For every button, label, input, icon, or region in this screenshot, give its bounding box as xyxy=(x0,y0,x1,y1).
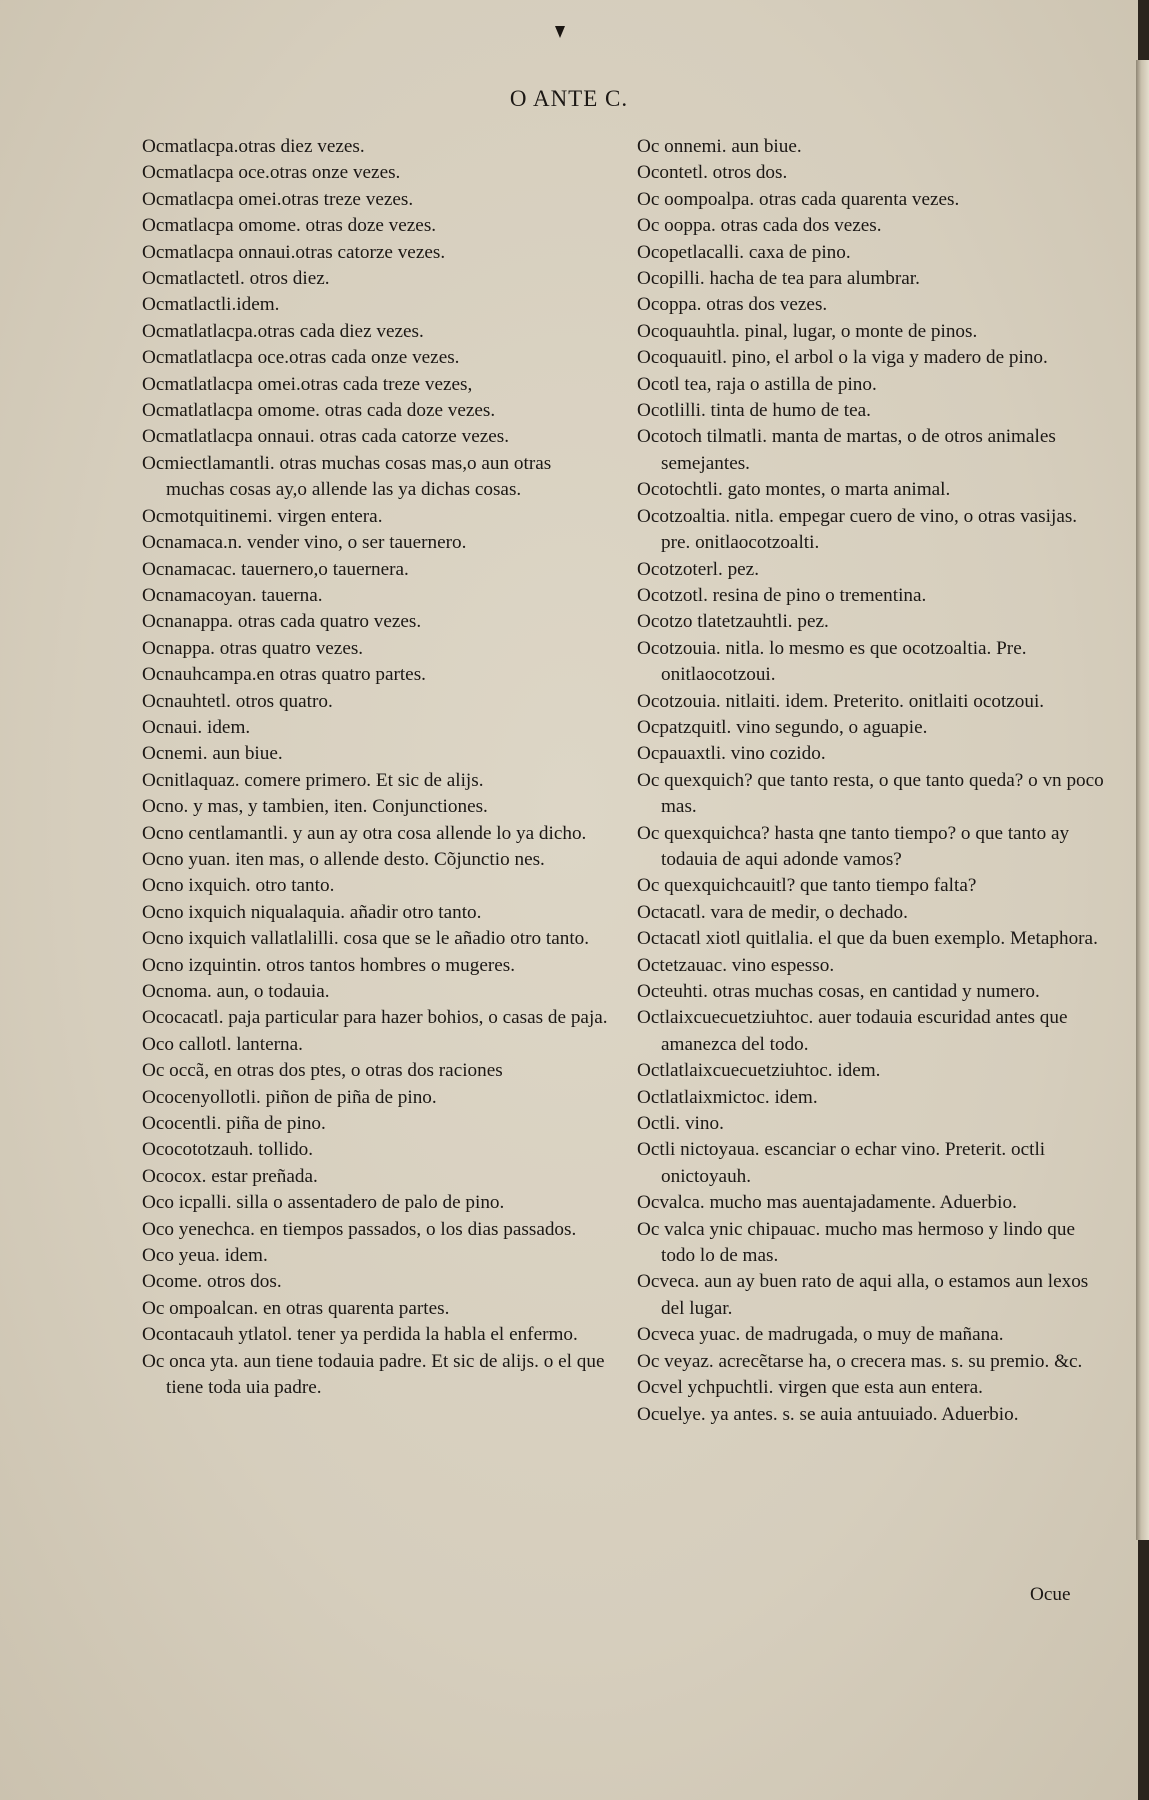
dictionary-entry: Ocnauhcampa.en otras quatro partes. xyxy=(142,664,426,686)
dictionary-entry: Ococox. estar preñada. xyxy=(142,1165,318,1187)
dictionary-entry: Octacatl xiotl quitlalia. el que da buen exemplo. Metaphora. xyxy=(637,928,1098,950)
dictionary-entry: Ococenyollotli. piñon de piña de pino. xyxy=(142,1086,437,1108)
dictionary-entry: Ocnoma. aun, o todauia. xyxy=(142,981,330,1002)
dictionary-entry: Ocotoch tilmatli. manta de martas, o de otros animales semejantes. xyxy=(637,426,1056,474)
dictionary-entry: Octli. vino. xyxy=(637,1113,724,1135)
dictionary-entry: Ocmatlatlacpa onnaui. otras cada catorze vezes. xyxy=(142,426,510,448)
dictionary-entry: Ocno yuan. iten mas, o allende desto. Cõjunctio nes. xyxy=(142,848,545,870)
dictionary-entry: Ocnamacoyan. tauerna. xyxy=(142,584,323,606)
dictionary-entry: Ocno izquintin. otros tantos hombres o mugeres. xyxy=(142,954,516,976)
dictionary-entry: Ocnamacac. tauernero,o tauernera. xyxy=(142,558,409,580)
dictionary-entry: Ocotl tea, raja o astilla de pino. xyxy=(637,373,877,395)
dictionary-entry: Ocotzotl. resina de pino o trementina. xyxy=(637,584,927,606)
dictionary-entry: Oco yenechca. en tiempos passados, o los dias passados. xyxy=(142,1218,577,1240)
dictionary-entry: Oc onnemi. aun biue. xyxy=(637,136,802,157)
catchword: Ocue xyxy=(1030,1584,1071,1605)
dictionary-entry: Ocnappa. otras quatro vezes. xyxy=(142,637,364,659)
dictionary-entry: Ocnamaca.n. vender vino, o ser tauernero. xyxy=(142,532,467,554)
dictionary-entry: Ocotzouia. nitla. lo mesmo es que ocotzoaltia. Pre. onitlaocotzoui. xyxy=(637,637,1027,686)
dictionary-entry: Ocveca yuac. de madrugada, o muy de mañana. xyxy=(637,1324,1004,1346)
dictionary-entry: Ocotochtli. gato montes, o marta animal. xyxy=(637,479,951,501)
dictionary-entry: Ocmatlacpa omei.otras treze vezes. xyxy=(142,188,414,210)
right-column xyxy=(637,134,1107,1428)
dictionary-entry: Ocmatlactli.idem. xyxy=(142,294,280,316)
dictionary-entry: Ocotlilli. tinta de humo de tea. xyxy=(637,400,871,422)
dictionary-entry: Ocotzouia. nitlaiti. idem. Preterito. onitlaiti ocotzoui. xyxy=(637,690,1045,712)
dictionary-entry: Oc quexquichca? hasta qne tanto tiempo? o que tanto ay todauia de aqui adonde vamos? xyxy=(637,822,1070,870)
dictionary-entry: Oc veyaz. acrecẽtarse ha, o crecera mas. s. su premio. &c. xyxy=(637,1350,1083,1372)
dictionary-entry: Ocnanappa. otras cada quatro vezes. xyxy=(142,611,422,633)
dictionary-entry: Ocotzo tlatetzauhtli. pez. xyxy=(637,611,829,633)
dictionary-entry: Oco yeua. idem. xyxy=(142,1245,268,1267)
dictionary-entry: Ocotzoterl. pez. xyxy=(637,558,759,580)
dictionary-entry: Ocmatlacpa oce.otras onze vezes. xyxy=(142,162,401,184)
dictionary-entry: Octlatlaixmictoc. idem. xyxy=(637,1086,818,1108)
dictionary-entry: Ococentli. piña de pino. xyxy=(142,1113,326,1135)
dictionary-entry: Oco callotl. lanterna. xyxy=(142,1033,303,1055)
dictionary-entry: Oc valca ynic chipauac. mucho mas hermoso y lindo que todo lo de mas. xyxy=(637,1218,1075,1267)
dictionary-entry: Ocno ixquich niqualaquia. añadir otro tanto. xyxy=(142,901,482,923)
dictionary-entry: Ocmatlatlacpa omome. otras cada doze vezes. xyxy=(142,400,496,422)
dictionary-entry: Ococacatl. paja particular para hazer bohios, o casas de paja. xyxy=(142,1007,608,1029)
dictionary-entry: Ocpatzquitl. vino segundo, o aguapie. xyxy=(637,716,928,738)
dictionary-entry: Octlatlaixcuecuetziuhtoc. idem. xyxy=(637,1060,881,1082)
dictionary-entry: Oco icpalli. silla o assentadero de palo de pino. xyxy=(142,1192,505,1214)
dictionary-entry: Octacatl. vara de medir, o dechado. xyxy=(637,901,908,923)
dictionary-entry: Ocoppa. otras dos vezes. xyxy=(637,294,828,316)
dictionary-entry: Ocmatlacpa omome. otras doze vezes. xyxy=(142,215,437,237)
dictionary-entry: Ocmatlacpa.otras diez vezes. xyxy=(142,136,365,157)
dictionary-entry: Ocno ixquich. otro tanto. xyxy=(142,875,335,897)
dictionary-entry: Octli nictoyaua. escanciar o echar vino. Preterit. octli onictoyauh. xyxy=(637,1139,1046,1187)
dictionary-entry: Oc quexquich? que tanto resta, o que tanto queda? o vn poco mas. xyxy=(637,769,1104,818)
dictionary-entry: Ocmatlatlacpa.otras cada diez vezes. xyxy=(142,320,424,342)
dictionary-entry: Ocpauaxtli. vino cozido. xyxy=(637,743,826,765)
dictionary-entry: Ocontetl. otros dos. xyxy=(637,162,788,184)
dictionary-entry: Octetzauac. vino espesso. xyxy=(637,954,835,976)
dictionary-entry: Ocmatlacpa onnaui.otras catorze vezes. xyxy=(142,241,446,263)
left-column xyxy=(142,134,612,1402)
dictionary-entry: Oc ooppa. otras cada dos vezes. xyxy=(637,215,882,237)
dictionary-entry: Oc quexquichcauitl? que tanto tiempo falta? xyxy=(637,875,977,897)
running-header: O ANTE C. xyxy=(509,86,629,111)
dictionary-entry: Ocnitlaquaz. comere primero. Et sic de alijs. xyxy=(142,769,484,791)
dictionary-entry: Ocvalca. mucho mas auentajadamente. Aduerbio. xyxy=(637,1192,1017,1214)
dictionary-entry: Ocuelye. ya antes. s. se auia antuuiado. Aduerbio. xyxy=(637,1403,1019,1425)
dictionary-entry: Ocmatlatlacpa oce.otras cada onze vezes. xyxy=(142,347,460,369)
dictionary-entry: Ocno. y mas, y tambien, iten. Conjunctiones. xyxy=(142,796,488,818)
binding-mark xyxy=(555,26,565,38)
dictionary-entry: Ocopilli. hacha de tea para alumbrar. xyxy=(637,268,920,290)
dictionary-entry: Ocmatlactetl. otros diez. xyxy=(142,268,330,290)
dictionary-entry: Ocopetlacalli. caxa de pino. xyxy=(637,241,851,263)
dictionary-entry: Ocotzoaltia. nitla. empegar cuero de vino, o otras vasijas. pre. onitlaocotzoalti. xyxy=(637,505,1078,554)
book-spine-edge xyxy=(1136,60,1149,1540)
dictionary-entry: Ococototzauh. tollido. xyxy=(142,1139,314,1161)
dictionary-entry: Ocvel ychpuchtli. virgen que esta aun entera. xyxy=(637,1377,983,1399)
dictionary-entry: Octeuhti. otras muchas cosas, en cantidad y numero. xyxy=(637,981,1040,1002)
dictionary-entry: Ocoquauitl. pino, el arbol o la viga y madero de pino. xyxy=(637,347,1048,369)
dictionary-entry: Ocoquauhtla. pinal, lugar, o monte de pinos. xyxy=(637,320,978,342)
dictionary-entry: Ocnemi. aun biue. xyxy=(142,743,283,765)
dictionary-entry: Oc onca yta. aun tiene todauia padre. Et sic de alijs. o el que tiene toda uia padre. xyxy=(142,1350,605,1399)
dictionary-entry: Ocnauhtetl. otros quatro. xyxy=(142,690,333,712)
dictionary-entry: Oc oompoalpa. otras cada quarenta vezes. xyxy=(637,188,960,210)
dictionary-entry: Ocome. otros dos. xyxy=(142,1271,282,1293)
dictionary-entry: Oc occã, en otras dos ptes, o otras dos raciones xyxy=(142,1060,503,1082)
dictionary-entry: Ocnaui. idem. xyxy=(142,716,251,738)
dictionary-entry: Octlaixcuecuetziuhtoc. auer todauia escuridad antes que amanezca del todo. xyxy=(637,1007,1068,1055)
dictionary-entry: Ocno ixquich vallatlalilli. cosa que se le añadio otro tanto. xyxy=(142,928,590,950)
dictionary-entry: Ocmiectlamantli. otras muchas cosas mas,o aun otras muchas cosas ay,o allende las ya dichas cosas. xyxy=(142,452,552,501)
dictionary-entry: Oc ompoalcan. en otras quarenta partes. xyxy=(142,1297,450,1319)
dictionary-entry: Ocveca. aun ay buen rato de aqui alla, o estamos aun lexos del lugar. xyxy=(637,1271,1089,1319)
dictionary-entry: Ocontacauh ytlatol. tener ya perdida la habla el enfermo. xyxy=(142,1324,578,1346)
dictionary-entry: Ocmatlatlacpa omei.otras cada treze vezes, xyxy=(142,373,473,395)
dictionary-entry: Ocno centlamantli. y aun ay otra cosa allende lo ya dicho. xyxy=(142,822,587,844)
dictionary-entry: Ocmotquitinemi. virgen entera. xyxy=(142,505,383,527)
